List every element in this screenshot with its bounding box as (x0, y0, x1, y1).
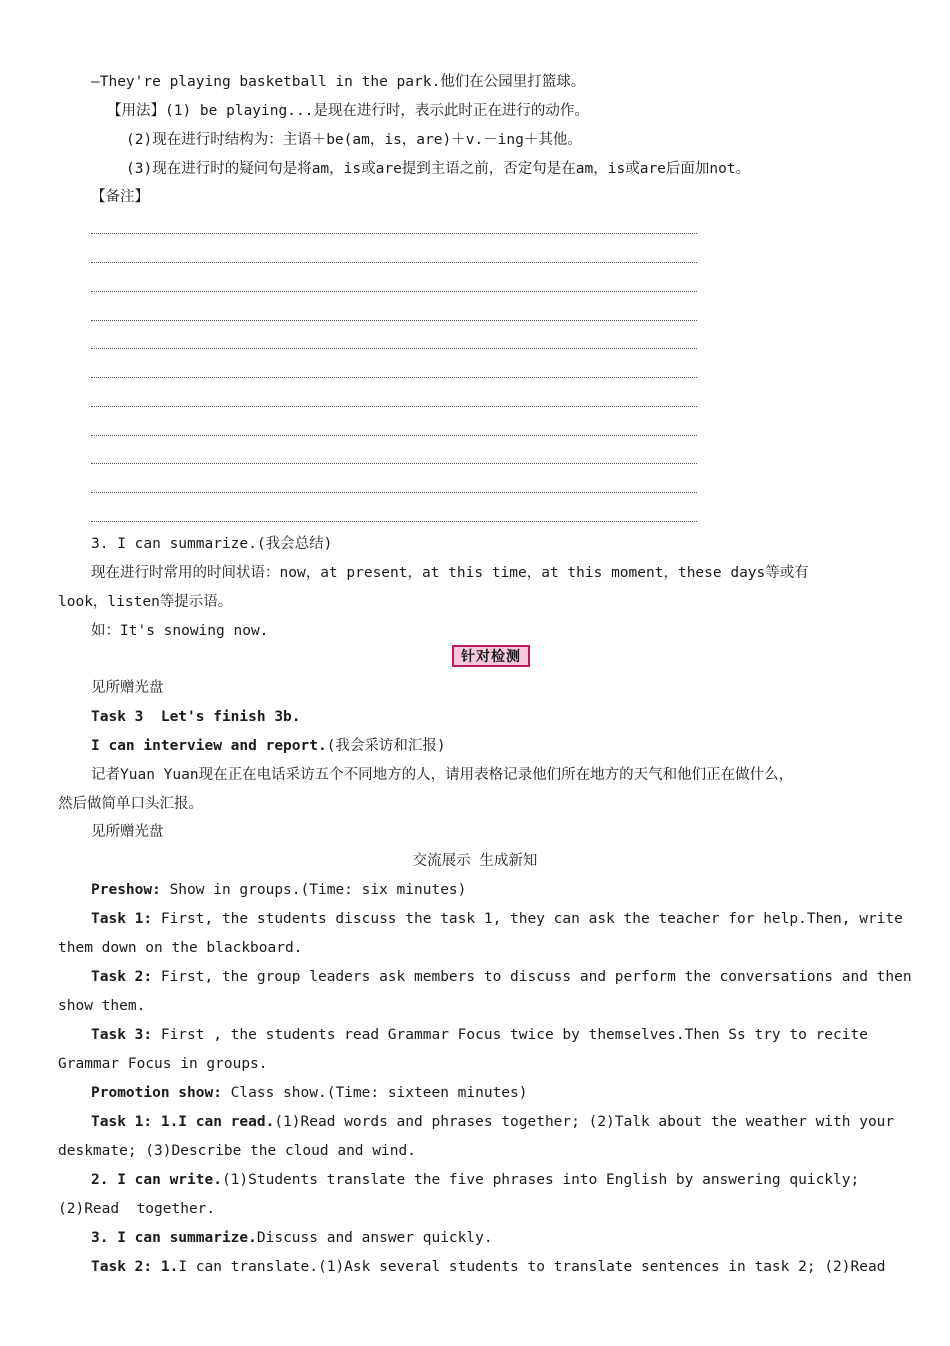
p-write-text: (1)Students translate the five phrases into English by answering quickly; (221, 1172, 860, 1188)
task2-label: Task 2: (91, 969, 153, 985)
example-answer-line: —They're playing basketball in the park.他们在公园里打篮球。 (91, 74, 586, 90)
note-line (91, 348, 697, 349)
interview-heading (91, 736, 446, 756)
task2-line (91, 967, 912, 987)
p-write-label: 2. I can write. (91, 1172, 222, 1188)
note-line (91, 463, 697, 464)
targeted-test-badge: 针对检测 (452, 645, 530, 667)
p-task1-text: (1)Read words and phrases together; (2)Talk about the weather with your (274, 1114, 895, 1130)
usage-note-2: (2)现在进行时结构为：主语＋be(am，is，are)＋v.－ing＋其他。 (126, 132, 582, 148)
preshow-label: Preshow: (91, 882, 161, 898)
note-line (91, 521, 697, 522)
p-summarize-line (91, 1228, 493, 1248)
preshow-text: Show in groups.(Time: six minutes) (160, 882, 467, 898)
promotion-label: Promotion show: (91, 1085, 222, 1101)
remarks-heading: 【备注】 (91, 189, 149, 205)
summarize-text-1: 现在进行时常用的时间状语：now，at present，at this time，at this moment，these days等或有 (91, 565, 809, 581)
see-disc-note: 见所赠光盘 (91, 680, 164, 696)
promotion-line (91, 1083, 528, 1103)
note-line (91, 492, 697, 493)
task3-line (91, 1025, 868, 1045)
see-disc-note-2: 见所赠光盘 (91, 824, 164, 840)
note-line (91, 435, 697, 436)
preshow-line (91, 880, 466, 900)
task1-label: Task 1: (91, 911, 153, 927)
p-task1-line (91, 1112, 894, 1132)
usage-note-3: (3)现在进行时的疑问句是将am，is或are提到主语之前，否定句是在am，is或are后面加not。 (126, 161, 751, 177)
p-task1-label: Task 1: 1.I can read. (91, 1114, 275, 1130)
task3-text: First , the students read Grammar Focus twice by themselves.Then Ss try to recite (152, 1027, 868, 1043)
p-write-text-2: (2)Read together. (58, 1201, 216, 1217)
note-line (91, 320, 697, 321)
interview-text-2: 然后做简单口头汇报。 (58, 796, 203, 812)
note-line (91, 291, 697, 292)
task2-text-2: show them. (58, 998, 146, 1014)
usage-note-1: 【用法】(1) be playing...是现在进行时，表示此时正在进行的动作。 (107, 103, 589, 119)
task3-text-2: Grammar Focus in groups. (58, 1056, 268, 1072)
summarize-example: 如：It's snowing now. (91, 623, 269, 639)
task1-line (91, 909, 903, 929)
interview-text-1: 记者Yuan Yuan现在正在电话采访五个不同地方的人，请用表格记录他们所在地方的天气和他们正在做什么， (91, 767, 794, 783)
interview-heading-cn: (我会采访和汇报) (326, 738, 446, 754)
summarize-text-2: look，listen等提示语。 (58, 594, 233, 610)
note-line (91, 262, 697, 263)
p-task2-line (91, 1257, 885, 1277)
note-line (91, 233, 697, 234)
note-line (91, 406, 697, 407)
task1-text: First, the students discuss the task 1, they can ask the teacher for help.Then, write (152, 911, 903, 927)
p-write-line (91, 1170, 859, 1190)
p-summarize-label: 3. I can summarize. (91, 1230, 257, 1246)
summarize-heading: 3. I can summarize.(我会总结) (91, 536, 333, 552)
task1-text-2: them down on the blackboard. (58, 940, 303, 956)
note-line (91, 377, 697, 378)
task3-heading: Task 3 Let's finish 3b. (91, 709, 301, 725)
interview-heading-en: I can interview and report. (91, 738, 327, 754)
p-task1-text-2: deskmate; (3)Describe the cloud and wind. (58, 1143, 416, 1159)
section-title: 交流展示 生成新知 (412, 853, 538, 869)
p-summarize-text: Discuss and answer quickly. (256, 1230, 493, 1246)
p-task2-text: I can translate.(1)Ask several students to translate sentences in task 2; (2)Read (178, 1259, 886, 1275)
task3-label: Task 3: (91, 1027, 153, 1043)
promotion-text: Class show.(Time: sixteen minutes) (221, 1085, 528, 1101)
task2-text: First, the group leaders ask members to discuss and perform the conversations and then (152, 969, 912, 985)
p-task2-label: Task 2: 1. (91, 1259, 179, 1275)
